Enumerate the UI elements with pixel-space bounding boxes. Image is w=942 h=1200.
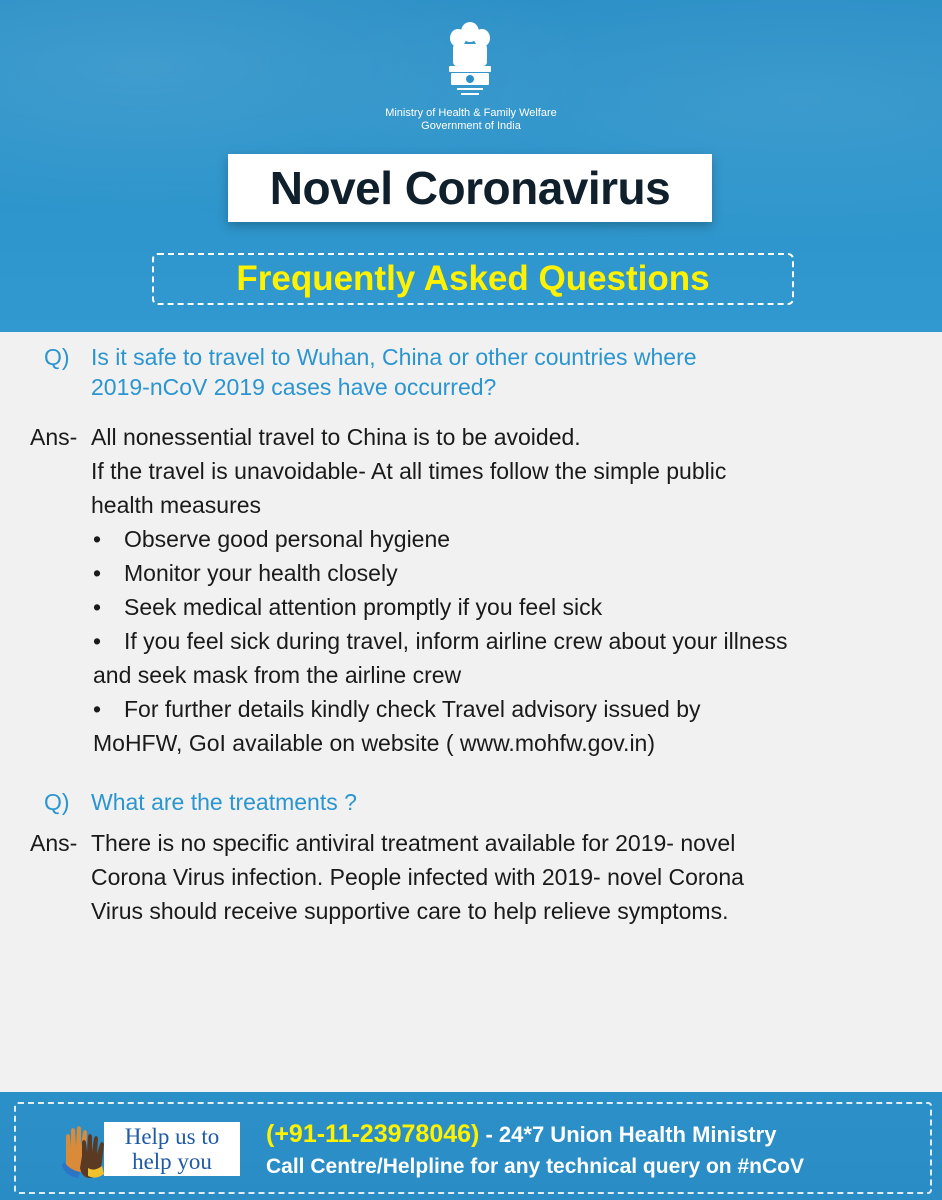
question-text: What are the treatments ? [91, 789, 357, 815]
list-item-text: Observe good personal hygiene [124, 526, 451, 552]
question-label: Q) [44, 344, 70, 370]
help-us-badge [104, 1122, 240, 1176]
ministry-name [300, 107, 642, 133]
answer-text: Virus should receive supportive care to help relieve symptoms. [91, 898, 729, 924]
national-emblem-icon [441, 20, 499, 102]
header [0, 0, 942, 332]
ministry-line-2: Government of India [421, 120, 521, 132]
answer-label: Ans- [30, 830, 78, 856]
list-item-text: If you feel sick during travel, inform airline crew about your illness [124, 628, 788, 654]
helpline-line-2: Call Centre/Helpline for any technical query on #nCoV [266, 1155, 804, 1178]
list-item-continuation: MoHFW, GoI available on website ( www.mohfw.gov.in) [93, 730, 656, 756]
bullet-icon: • [93, 560, 102, 586]
list-item [93, 522, 450, 556]
bullet-icon: • [93, 628, 102, 654]
hands-icon [60, 1122, 110, 1180]
question-text: 2019-nCoV 2019 cases have occurred? [91, 374, 497, 400]
list-item-continuation: and seek mask from the airline crew [93, 662, 462, 688]
list-item-text: For further details kindly check Travel advisory issued by [124, 696, 701, 722]
title-box [228, 154, 712, 222]
help-line-2: help you [132, 1149, 212, 1174]
list-item [93, 624, 787, 658]
answer-label: Ans- [30, 424, 78, 450]
list-item-text: Monitor your health closely [124, 560, 398, 586]
list-item [93, 692, 701, 726]
helpline-line-1 [266, 1120, 776, 1149]
helpline-phone-number[interactable]: (+91-11-23978046) [266, 1120, 480, 1148]
bullet-icon: • [93, 696, 102, 722]
answer-text: If the travel is unavoidable- At all times follow the simple public [91, 458, 727, 484]
list-item-text: Seek medical attention promptly if you feel sick [124, 594, 603, 620]
question-text: Is it safe to travel to Wuhan, China or other countries where [91, 344, 697, 370]
page-subtitle: Frequently Asked Questions [236, 259, 710, 298]
list-item [93, 590, 602, 624]
bullet-icon: • [93, 594, 102, 620]
answer-text: All nonessential travel to China is to be avoided. [91, 424, 581, 450]
helpline-description: - 24*7 Union Health Ministry [479, 1122, 777, 1147]
list-item [93, 556, 398, 590]
subtitle-box [152, 253, 794, 305]
bullet-icon: • [93, 526, 102, 552]
page-title: Novel Coronavirus [269, 162, 671, 214]
answer-text: There is no specific antiviral treatment available for 2019- novel [91, 830, 736, 856]
answer-text: Corona Virus infection. People infected with 2019- novel Corona [91, 864, 744, 890]
help-line-1: Help us to [124, 1124, 220, 1149]
question-label: Q) [44, 789, 70, 815]
ministry-line-1: Ministry of Health & Family Welfare [385, 107, 557, 119]
answer-text: health measures [91, 492, 262, 518]
faq-content [0, 332, 942, 1092]
